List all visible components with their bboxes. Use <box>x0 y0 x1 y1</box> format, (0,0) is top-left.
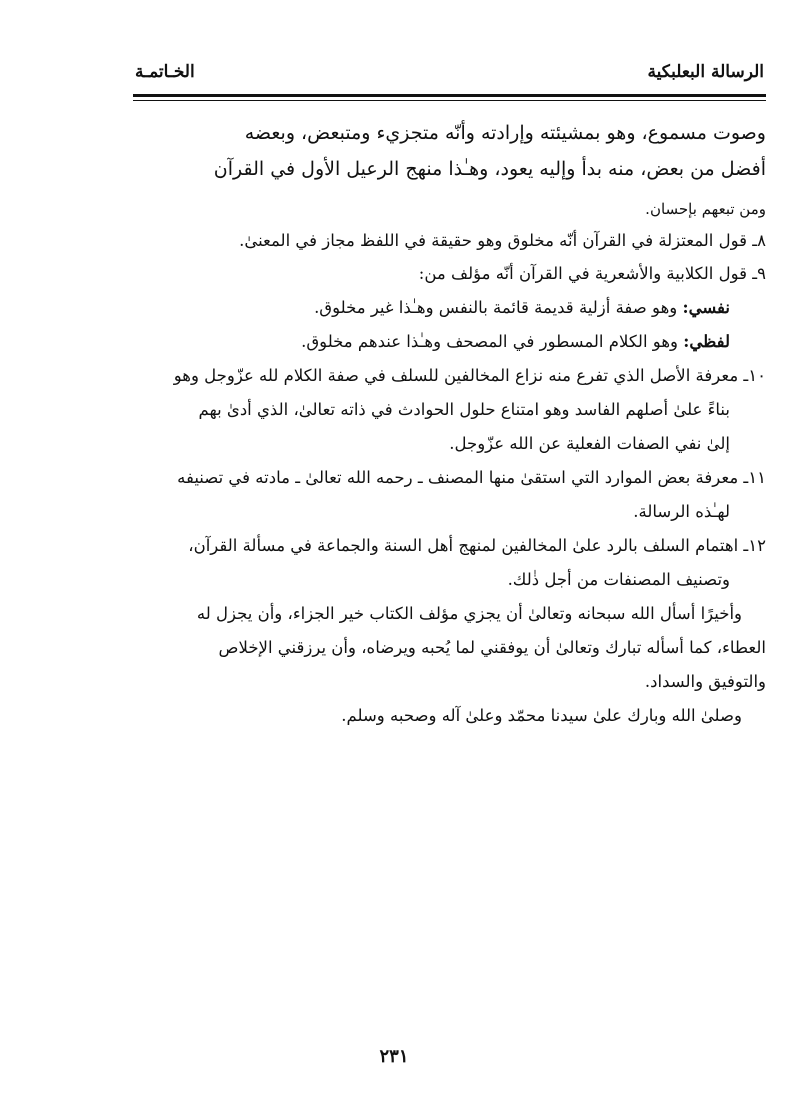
sub-item-nafsi <box>314 298 730 317</box>
header-book-title: الرسالة البعلبكية <box>647 62 764 82</box>
label-lafzi: لفظي: <box>683 332 730 351</box>
closing-paragraph-line: وأخيرًا أسأل الله سبحانه وتعالىٰ أن يجزي مؤلف الكتاب خير الجزاء، وأن يجزل له <box>196 604 742 623</box>
closing-paragraph-line: العطاء، كما أسأله تبارك وتعالىٰ أن يوفقني لما يُحبه ويرضاه، وأن يرزقني الإخلاص <box>218 638 766 657</box>
list-item-8: ٨ـ قول المعتزلة في القرآن أنّه مخلوق وهو حقيقة في اللفظ مجاز في المعنىٰ. <box>239 231 766 250</box>
header-section-title: الخـاتمـة <box>135 62 195 82</box>
sub-item-text: وهو الكلام المسطور في المصحف وهـٰذا عندهم مخلوق. <box>301 332 678 351</box>
body-line: أفضل من بعض، منه بدأ وإليه يعود، وهـٰذا منهج الرعيل الأول في القرآن <box>213 158 766 180</box>
body-line: وصوت مسموع، وهو بمشيئته وإرادته وأنّه متجزيء ومتبعض، وبعضه <box>244 122 766 144</box>
sub-item-text: وهو صفة أزلية قديمة قائمة بالنفس وهـٰذا غير مخلوق. <box>314 298 678 317</box>
body-line: ومن تبعهم بإحسان. <box>645 200 766 218</box>
sub-item-lafzi <box>301 332 730 351</box>
label-nafsi: نفسي: <box>682 298 730 317</box>
header-rule-thin <box>133 100 766 101</box>
page-number: ٢٣١ <box>379 1046 409 1067</box>
closing-paragraph-line: والتوفيق والسداد. <box>644 672 766 691</box>
running-header <box>133 58 766 92</box>
body-line: إلىٰ نفي الصفات الفعلية عن الله عزّوجل. <box>449 434 730 453</box>
closing-prayer-line: وصلىٰ الله وبارك علىٰ سيدنا محمّد وعلىٰ آله وصحبه وسلم. <box>341 706 742 725</box>
list-item-10: ١٠ـ معرفة الأصل الذي تفرع منه نزاع المخالفين للسلف في صفة الكلام لله عزّوجل وهو <box>173 366 766 385</box>
body-line: بناءً علىٰ أصلهم الفاسد وهو امتناع حلول الحوادث في ذاته تعالىٰ، الذي أدىٰ بهم <box>198 400 730 419</box>
list-item-11: ١١ـ معرفة بعض الموارد التي استقىٰ منها المصنف ـ رحمه الله تعالىٰ ـ مادته في تصنيفه <box>177 468 766 487</box>
list-item-9: ٩ـ قول الكلابية والأشعرية في القرآن أنّه مؤلف من: <box>418 264 766 283</box>
list-item-12: ١٢ـ اهتمام السلف بالرد علىٰ المخالفين لمنهج أهل السنة والجماعة في مسألة القرآن، <box>188 536 766 555</box>
header-rule-thick <box>133 94 766 97</box>
body-line: لهـٰذه الرسالة. <box>633 502 730 521</box>
body-line: وتصنيف المصنفات من أجل ذٰلك. <box>507 570 730 589</box>
